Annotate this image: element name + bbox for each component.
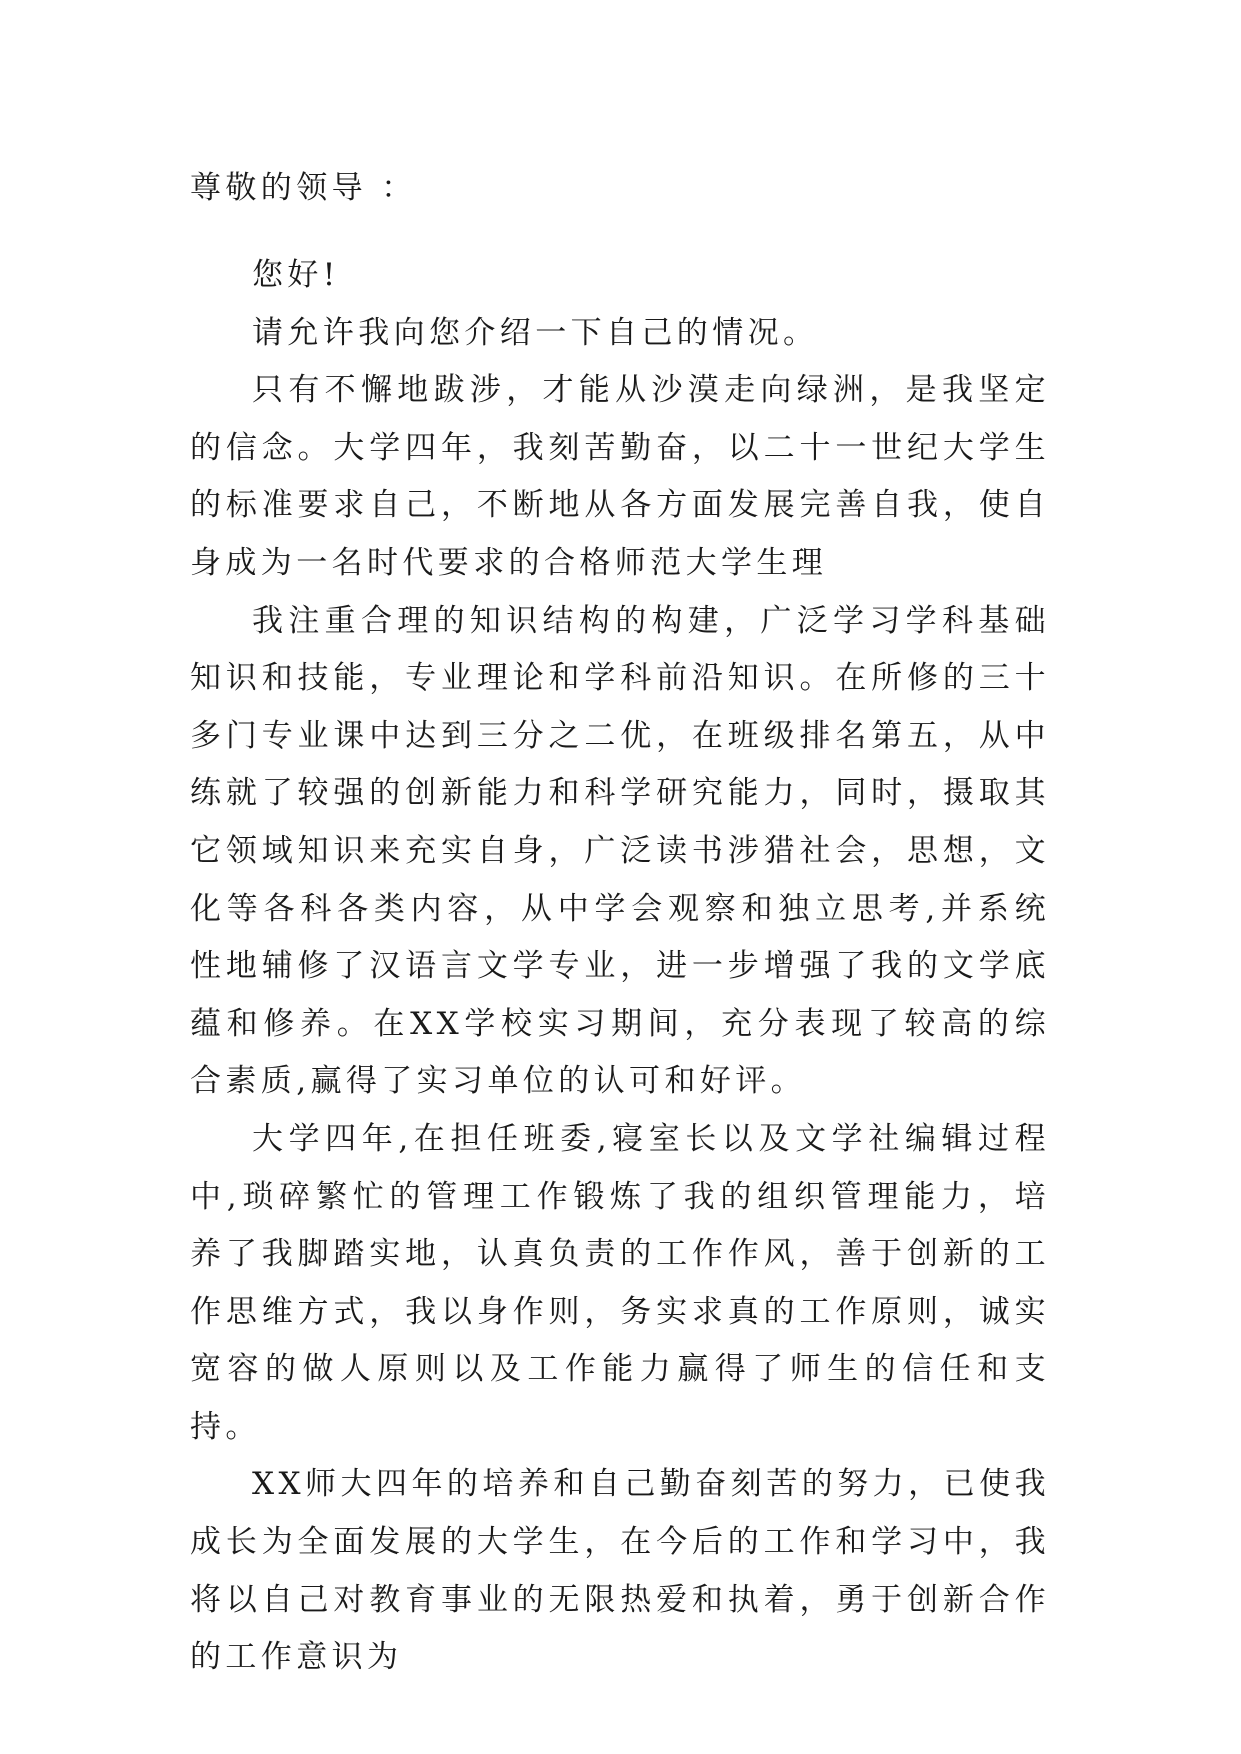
paragraph-conclusion: XX师大四年的培养和自己勤奋刻苦的努力，已使我成长为全面发展的大学生，在今后的工作和学习中，我将以自己对教育事业的无限热爱和执着，勇于创新合作的工作意识为 bbox=[190, 1466, 1050, 1676]
paragraph-greeting: 您好! bbox=[252, 257, 340, 293]
paragraph-introduction: 请允许我向您介绍一下自己的情况。 bbox=[252, 314, 819, 351]
paragraph-belief: 只有不懈地跋涉，才能从沙漠走向绿洲，是我坚定的信念。大学四年，我刻苦勤奋，以二十一世纪大学生的标准要求自己，不断地从各方面发展完善自我，使自身成为一名时代要求的合格师范大学生理 bbox=[190, 372, 1050, 581]
paragraph-leadership: 大学四年,在担任班委,寝室长以及文学社编辑过程中,琐碎繁忙的管理工作锻炼了我的组织管理能力，培养了我脚踏实地，认真负责的工作作风，善于创新的工作思维方式，我以身作则，务实求真的工作原则，诚实宽容的做人原则以及工作能力赢得了师生的信任和支持。 bbox=[190, 1120, 1050, 1445]
salutation: 尊敬的领导 ： bbox=[190, 170, 417, 206]
paragraph-knowledge: 我注重合理的知识结构的构建，广泛学习学科基础知识和技能，专业理论和学科前沿知识。在所修的三十多门专业课中达到三分之二优，在班级排名第五，从中练就了较强的创新能力和科学研究能力，同时，摄取其它领域知识来充实自身，广泛读书涉猎社会，思想，文化等各科各类内容，从中学会观察和独立思考,并系统性地辅修了汉语言文学专业，进一步增强了我的文学底蕴和修养。在XX学校实习期间，充分表现了较高的综合素质,赢得了实习单位的认可和好评。 bbox=[190, 602, 1050, 1100]
letter-body bbox=[190, 247, 1050, 1687]
